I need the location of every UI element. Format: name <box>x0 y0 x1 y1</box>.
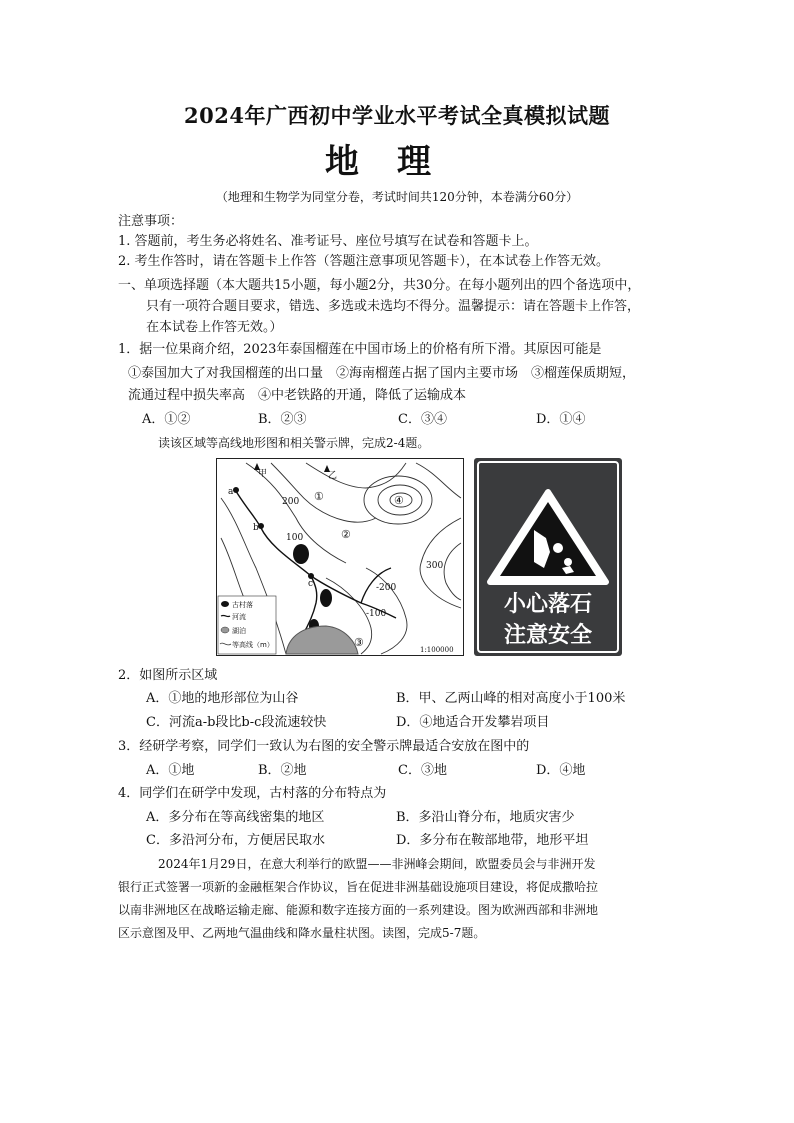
q4-option-b[interactable]: B．多沿山脊分布，地质灾害少 <box>396 810 575 825</box>
section-instruction: 在本试卷上作答无效。） <box>146 320 283 335</box>
q4-option-c[interactable]: C．多沿河分布，方便居民取水 <box>146 833 325 848</box>
q1-option-a[interactable]: A．①② <box>142 412 191 427</box>
question-2-stem: 2．如图所示区域 <box>118 668 218 683</box>
exam-title: 2024年广西初中学业水平考试全真模拟试题 <box>184 103 610 128</box>
legend-river: 河流 <box>232 613 246 621</box>
q1-option-d[interactable]: D．①④ <box>536 412 586 427</box>
map-label-jia: 甲 <box>258 469 268 479</box>
map-label-100: 100 <box>286 533 304 543</box>
map-label-200: 200 <box>282 497 300 507</box>
sign-line-1: 小心落石 <box>503 592 593 617</box>
map-label-2: ② <box>341 528 351 541</box>
q1-option-b[interactable]: B．②③ <box>258 412 307 427</box>
map-label-a: a <box>228 487 234 497</box>
map-label-3: ③ <box>354 636 364 649</box>
q4-option-d[interactable]: D．多分布在鞍部地带，地形平坦 <box>396 833 589 848</box>
notice-item: 1. 答题前，考生务必将姓名、准考证号、座位号填写在试卷和答题卡上。 <box>118 234 538 249</box>
q3-option-b[interactable]: B．②地 <box>258 763 307 778</box>
q4-option-a[interactable]: A．多分布在等高线密集的地区 <box>146 810 325 825</box>
sign-line-2: 注意安全 <box>503 623 593 648</box>
passage-line: 2024年1月29日，在意大利举行的欧盟——非洲峰会期间，欧盟委员会与非洲开发 <box>158 857 596 871</box>
map-label-neg200: -200 <box>376 583 397 593</box>
question-1-items: 流通过程中损失率高 ④中老铁路的开通，降低了运输成本 <box>128 388 467 403</box>
intro-2-4: 读该区域等高线地形图和相关警示牌，完成2-4题。 <box>158 436 430 450</box>
passage-line: 银行正式签署一项新的金融框架合作协议，旨在促进非洲基础设施项目建设，将促成撒哈拉 <box>118 880 599 894</box>
legend-contour: 等高线（m） <box>232 641 274 649</box>
question-4-stem: 4．同学们在研学中发现，古村落的分布特点为 <box>118 786 387 801</box>
q2-option-b[interactable]: B．甲、乙两山峰的相对高度小于100米 <box>396 691 626 706</box>
section-instruction: 只有一项符合题目要求，错选、多选或未选均不得分。温馨提示：请在答题卡上作答， <box>146 299 641 314</box>
q2-option-a[interactable]: A．①地的地形部位为山谷 <box>146 691 299 706</box>
q3-option-d[interactable]: D．④地 <box>536 763 586 778</box>
legend-village: 古村落 <box>232 601 253 609</box>
map-label-neg100: -100 <box>366 609 387 619</box>
notice-heading: 注意事项： <box>118 214 184 229</box>
legend-lake: 湖泊 <box>232 627 246 635</box>
map-scale: 1:100000 <box>420 646 454 654</box>
q2-option-c[interactable]: C．河流a-b段比b-c段流速较快 <box>146 715 327 730</box>
map-label-300: 300 <box>426 561 444 571</box>
exam-note: （地理和生物学为同堂分卷，考试时间共120分钟，本卷满分60分） <box>215 190 579 204</box>
section-instruction: 一、单项选择题（本大题共15小题，每小题2分，共30分。在每小题列出的四个备选项中， <box>118 278 641 293</box>
map-label-1: ① <box>314 490 324 503</box>
contour-map <box>216 458 464 656</box>
notice-item: 2. 考生作答时，请在答题卡上作答（答题注意事项见答题卡），在本试卷上作答无效。 <box>118 254 610 269</box>
passage-line: 区示意图及甲、乙两地气温曲线和降水量柱状图。读图，完成5-7题。 <box>118 926 486 940</box>
map-label-c: c <box>308 579 314 589</box>
q3-option-a[interactable]: A．①地 <box>146 763 195 778</box>
falling-rocks-warning-sign <box>474 458 622 656</box>
q1-option-c[interactable]: C．③④ <box>398 412 447 427</box>
question-1-stem: 1．据一位果商介绍，2023年泰国榴莲在中国市场上的价格有所下滑。其原因可能是 <box>118 342 602 357</box>
question-3-stem: 3．经研学考察，同学们一致认为右图的安全警示牌最适合安放在图中的 <box>118 739 530 754</box>
q2-option-d[interactable]: D．④地适合开发攀岩项目 <box>396 715 550 730</box>
question-1-items: ①泰国加大了对我国榴莲的出口量 ②海南榴莲占据了国内主要市场 ③榴莲保质期短， <box>128 366 636 381</box>
subject-title: 地理 <box>325 142 469 182</box>
map-label-4: ④ <box>394 494 404 507</box>
map-label-yi: 乙 <box>328 471 338 481</box>
map-label-b: b <box>253 523 259 533</box>
passage-line: 以南非洲地区在战略运输走廊、能源和数字连接方面的一系列建设。图为欧洲西部和非洲地 <box>118 903 599 917</box>
q3-option-c[interactable]: C．③地 <box>398 763 447 778</box>
